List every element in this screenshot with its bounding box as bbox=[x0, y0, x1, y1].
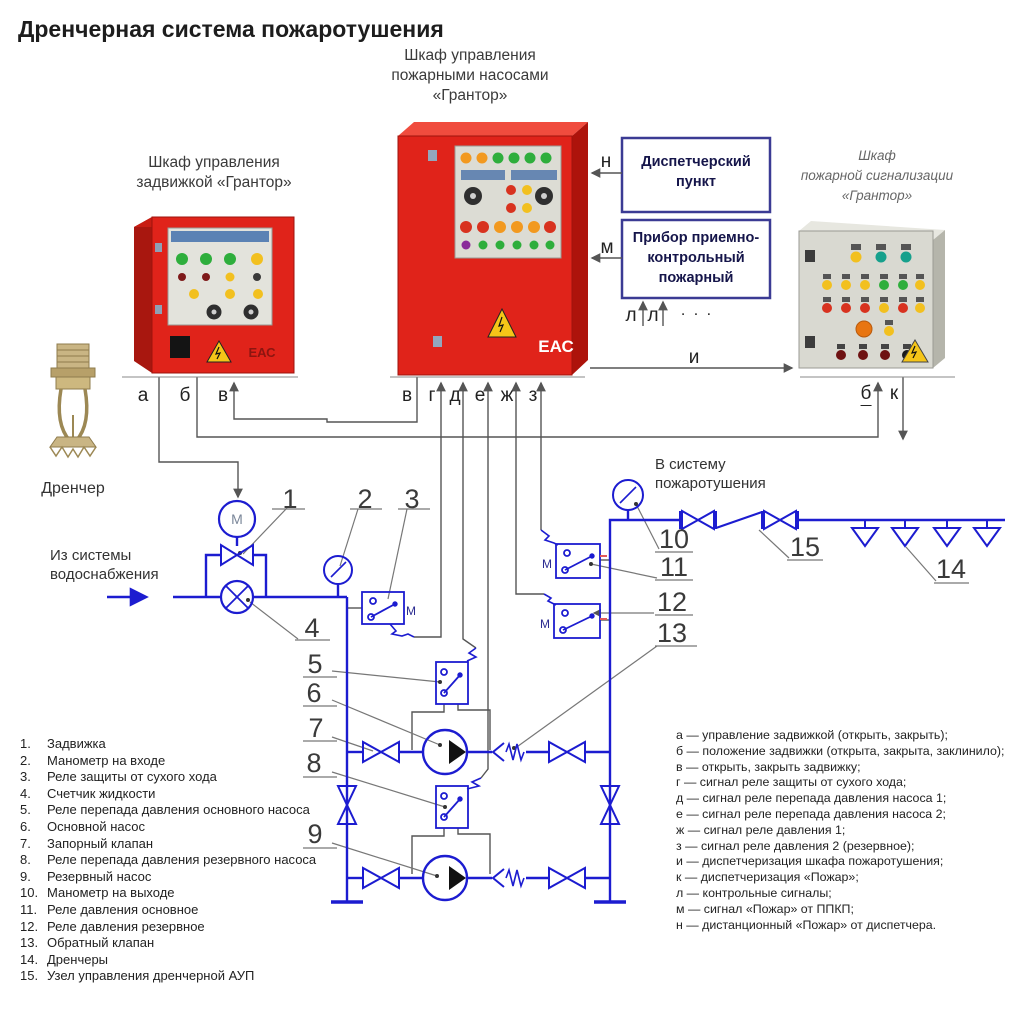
alarm-cabinet-label-1: Шкаф bbox=[858, 148, 896, 163]
drencher-image bbox=[50, 344, 96, 457]
callout-9: 9 bbox=[307, 819, 323, 849]
signal-b: б bbox=[179, 385, 191, 406]
callout-7: 7 bbox=[308, 713, 324, 743]
eac-mark-valve-cabinet: ЕАС bbox=[248, 345, 276, 360]
callout-4: 4 bbox=[304, 613, 320, 643]
eac-mark-pump-cabinet: ЕАС bbox=[538, 337, 574, 356]
callout-2: 2 bbox=[357, 484, 373, 514]
motor-letter-valve: М bbox=[231, 511, 243, 527]
callout-6: 6 bbox=[306, 678, 322, 708]
legend-letter-item: в — открыть, закрыть задвижку; bbox=[676, 759, 861, 774]
dispatcher-box-label-2: пункт bbox=[676, 174, 716, 190]
from-supply-label-2: водоснабжения bbox=[50, 566, 159, 583]
callout-15: 15 bbox=[789, 532, 821, 562]
legend-letter-item: м — сигнал «Пожар» от ППКП; bbox=[676, 901, 854, 916]
motor-letter-relay12: М bbox=[540, 617, 550, 631]
legend-letter-item: л — контрольные сигналы; bbox=[676, 885, 832, 900]
signal-g: г bbox=[428, 385, 436, 406]
ppkp-box-label-3: пожарный bbox=[658, 270, 734, 286]
legend-item: 5. Реле перепада давления основного насоса bbox=[20, 802, 310, 818]
ppkp-box-label-1: Прибор приемно- bbox=[632, 230, 760, 246]
callout-10: 10 bbox=[658, 524, 690, 554]
legend-letter-item: н — дистанционный «Пожар» от диспетчера. bbox=[676, 917, 937, 932]
legend-letter-item: и — диспетчеризация шкафа пожаротушения; bbox=[676, 854, 944, 869]
signal-z: з bbox=[528, 385, 538, 406]
signal-l-ellipsis: . . . bbox=[680, 302, 714, 319]
signal-e: е bbox=[474, 385, 486, 406]
legend-item: 11. Реле давления основное bbox=[20, 901, 199, 917]
legend-letter-item: е — сигнал реле перепада давления насоса 2; bbox=[676, 806, 946, 821]
legend-letter-item: а — управление задвижкой (открыть, закрыть); bbox=[676, 728, 948, 742]
callout-1: 1 bbox=[282, 484, 298, 514]
signal-a: а bbox=[137, 385, 149, 406]
signal-i: и bbox=[688, 347, 700, 368]
legend-letter-item: г — сигнал реле защиты от сухого хода; bbox=[676, 775, 907, 790]
to-system-label-2: пожаротушения bbox=[655, 475, 766, 492]
relays bbox=[362, 530, 600, 828]
callout-13: 13 bbox=[656, 618, 688, 648]
legend-letter-item: к — диспетчеризация «Пожар»; bbox=[676, 870, 859, 885]
dispatcher-box-label-1: Диспетчерский bbox=[641, 154, 751, 170]
legend-letter-item: д — сигнал реле перепада давления насоса 1; bbox=[676, 791, 947, 806]
pump-cabinet-label-3: «Грантор» bbox=[432, 87, 508, 104]
legend-item: 12. Реле давления резервное bbox=[20, 918, 205, 934]
motor-letter-relay11: М bbox=[542, 557, 552, 571]
legend-item: 8. Реле перепада давления резервного насоса bbox=[20, 852, 317, 868]
legend-item: 14. Дренчеры bbox=[20, 951, 109, 967]
legend-letter-item: з — сигнал реле давления 2 (резервное); bbox=[676, 838, 915, 853]
valve-cabinet-label-2: задвижкой «Грантор» bbox=[136, 174, 292, 191]
legend-item: 15. Узел управления дренчерной АУП bbox=[20, 968, 255, 984]
legend-letter-item: ж — сигнал реле давления 1; bbox=[676, 822, 846, 837]
legend-item: 10. Манометр на выходе bbox=[20, 885, 175, 901]
callout-5: 5 bbox=[307, 649, 323, 679]
signal-v-right: в bbox=[401, 385, 413, 406]
legend-item: 1. Задвижка bbox=[20, 736, 106, 751]
valve-cabinet-label-1: Шкаф управления bbox=[148, 154, 280, 171]
drencher-label: Дренчер bbox=[41, 480, 105, 497]
legend-letter-item: б — положение задвижки (открыта, закрыта, заклинило); bbox=[676, 743, 1005, 758]
connection-ticks bbox=[600, 556, 607, 619]
signal-l-2: л bbox=[647, 305, 659, 326]
legend-numbered bbox=[20, 736, 316, 985]
legend-item: 7. Запорный клапан bbox=[20, 835, 154, 851]
pump-cabinet-image bbox=[398, 122, 588, 375]
signal-v-left: в bbox=[217, 385, 229, 406]
callout-3: 3 bbox=[404, 484, 420, 514]
signal-n: н bbox=[600, 151, 612, 172]
signal-b-alarm: б bbox=[860, 383, 872, 404]
callout-14: 14 bbox=[935, 554, 967, 584]
valve-cabinet-image bbox=[134, 217, 294, 373]
signal-l-1: л bbox=[625, 305, 637, 326]
legend-item: 3. Реле защиты от сухого хода bbox=[20, 769, 217, 785]
from-supply-label-1: Из системы bbox=[50, 547, 132, 564]
callout-11: 11 bbox=[659, 552, 689, 582]
pump-cabinet-label-1: Шкаф управления bbox=[404, 47, 536, 64]
alarm-cabinet-label-3: «Грантор» bbox=[841, 188, 913, 203]
signal-m: м bbox=[600, 237, 614, 258]
alarm-cabinet-image bbox=[799, 221, 945, 368]
legend-item: 4. Счетчик жидкости bbox=[20, 785, 156, 801]
motor-letter-relay3: М bbox=[406, 604, 416, 618]
legend-item: 9. Резервный насос bbox=[20, 868, 152, 884]
signal-zh: ж bbox=[500, 385, 514, 406]
ppkp-box-label-2: контрольный bbox=[647, 250, 745, 266]
to-system-label-1: В систему bbox=[655, 456, 726, 473]
alarm-cabinet-label-2: пожарной сигнализации bbox=[800, 168, 954, 183]
legend-letters bbox=[676, 728, 1004, 933]
page-title: Дренчерная система пожаротушения bbox=[18, 16, 444, 42]
legend-item: 13. Обратный клапан bbox=[20, 935, 155, 951]
legend-item: 2. Манометр на входе bbox=[20, 752, 166, 768]
callout-12: 12 bbox=[656, 587, 688, 617]
pump-cabinet-label-2: пожарными насосами bbox=[391, 67, 549, 84]
callout-8: 8 bbox=[306, 748, 322, 778]
legend-item: 6. Основной насос bbox=[20, 818, 145, 834]
signal-k: к bbox=[889, 383, 899, 404]
signal-d: д bbox=[449, 385, 461, 406]
